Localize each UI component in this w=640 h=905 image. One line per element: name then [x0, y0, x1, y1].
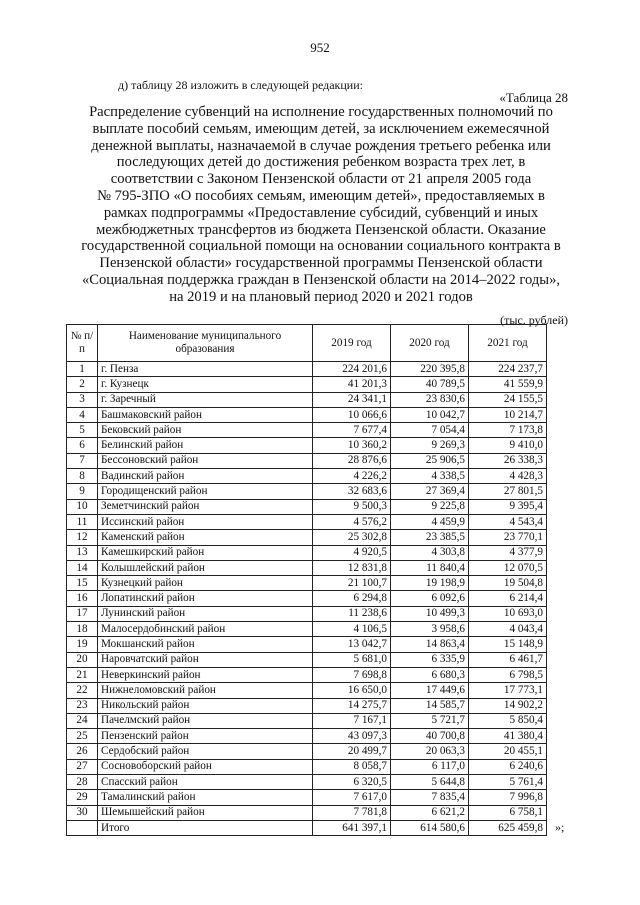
municipality-name: Неверкинский район: [98, 667, 313, 682]
value-2019: 4 576,2: [313, 514, 391, 529]
row-number: 15: [67, 576, 98, 591]
table-row: [67, 729, 547, 744]
value-2021: 7 996,8: [469, 790, 547, 805]
municipality-name: Бессоновский район: [98, 453, 313, 468]
value-2019: 10 066,6: [313, 407, 391, 422]
table-row: [67, 514, 547, 529]
value-2019: 7 677,4: [313, 423, 391, 438]
row-number: 1: [67, 362, 98, 377]
row-number: 22: [67, 683, 98, 698]
value-2020: 7 835,4: [391, 790, 469, 805]
municipality-name: Шемышейский район: [98, 805, 313, 820]
municipality-name: Пачелмский район: [98, 713, 313, 728]
value-2020: 27 369,4: [391, 484, 469, 499]
table-row: [67, 698, 547, 713]
value-2020: 6 680,3: [391, 667, 469, 682]
value-2021: 6 240,6: [469, 759, 547, 774]
value-2020: 9 269,3: [391, 438, 469, 453]
row-number: 23: [67, 698, 98, 713]
municipality-name: Нижнеломовский район: [98, 683, 313, 698]
value-2020: 220 395,8: [391, 362, 469, 377]
table-row: [67, 713, 547, 728]
row-number: 19: [67, 637, 98, 652]
municipality-name: г. Пенза: [98, 362, 313, 377]
value-2019: 7 617,0: [313, 790, 391, 805]
municipality-name: Колышлейский район: [98, 560, 313, 575]
title-line: денежной выплаты, назначаемой в случае рождения третьего ребенка или: [91, 137, 551, 154]
value-2021: 6 798,5: [469, 667, 547, 682]
value-2020: 40 700,8: [391, 729, 469, 744]
table-title: [66, 104, 576, 306]
row-number: 21: [67, 667, 98, 682]
value-2021: 23 770,1: [469, 530, 547, 545]
row-number: 20: [67, 652, 98, 667]
value-2021: 41 559,9: [469, 377, 547, 392]
value-2021: 14 902,2: [469, 698, 547, 713]
municipality-name: Пензенский район: [98, 729, 313, 744]
value-2020: 19 198,9: [391, 576, 469, 591]
value-2020: 7 054,4: [391, 423, 469, 438]
table-row: [67, 667, 547, 682]
value-2019: 28 876,6: [313, 453, 391, 468]
municipality-name: Земетчинский район: [98, 499, 313, 514]
value-2019: 6 294,8: [313, 591, 391, 606]
municipality-name: Башмаковский район: [98, 407, 313, 422]
value-2019: 41 201,3: [313, 377, 391, 392]
value-2019: 7 781,8: [313, 805, 391, 820]
row-number: 16: [67, 591, 98, 606]
row-number: 4: [67, 407, 98, 422]
row-number: 30: [67, 805, 98, 820]
value-2020: 4 303,8: [391, 545, 469, 560]
value-2021: 17 773,1: [469, 683, 547, 698]
value-2019: 5 681,0: [313, 652, 391, 667]
value-2021: 4 377,9: [469, 545, 547, 560]
row-number: 17: [67, 606, 98, 621]
value-2019: 4 226,2: [313, 469, 391, 484]
table-row: [67, 530, 547, 545]
row-number: 25: [67, 729, 98, 744]
value-2020: 6 621,2: [391, 805, 469, 820]
municipality-name: Кузнецкий район: [98, 576, 313, 591]
municipality-name: г. Заречный: [98, 392, 313, 407]
municipality-name: Иссинский район: [98, 514, 313, 529]
total-label: Итого: [98, 820, 313, 835]
value-2021: 26 338,3: [469, 453, 547, 468]
value-2019: 6 320,5: [313, 775, 391, 790]
value-2019: 25 302,8: [313, 530, 391, 545]
table-row: [67, 576, 547, 591]
table-row: [67, 407, 547, 422]
table-row: [67, 652, 547, 667]
value-2020: 6 335,9: [391, 652, 469, 667]
value-2021: 20 455,1: [469, 744, 547, 759]
value-2021: 41 380,4: [469, 729, 547, 744]
title-line: рамках подпрограммы «Предоставление субсидий, субвенций и иных: [103, 204, 539, 221]
value-2019: 14 275,7: [313, 698, 391, 713]
table-row: [67, 469, 547, 484]
value-2020: 23 385,5: [391, 530, 469, 545]
table-row: [67, 775, 547, 790]
value-2021: 6 758,1: [469, 805, 547, 820]
table-row: [67, 499, 547, 514]
table-row: [67, 560, 547, 575]
value-2020: 11 840,4: [391, 560, 469, 575]
value-2020: 20 063,3: [391, 744, 469, 759]
municipality-name: Мокшанский район: [98, 637, 313, 652]
value-2020: 17 449,6: [391, 683, 469, 698]
municipality-name: г. Кузнецк: [98, 377, 313, 392]
value-2020: 14 863,4: [391, 637, 469, 652]
row-number: 10: [67, 499, 98, 514]
municipality-name: Камешкирский район: [98, 545, 313, 560]
table-row: [67, 790, 547, 805]
municipality-name: Каменский район: [98, 530, 313, 545]
value-2021: 9 395,4: [469, 499, 547, 514]
value-2020: 6 092,6: [391, 591, 469, 606]
value-2021: 4 043,4: [469, 622, 547, 637]
value-2021: 9 410,0: [469, 438, 547, 453]
value-2020: 23 830,6: [391, 392, 469, 407]
table-header-row: [67, 325, 547, 362]
value-2020: 4 338,5: [391, 469, 469, 484]
header-num: № п/п: [67, 325, 98, 362]
value-2021: 6 214,4: [469, 591, 547, 606]
total-2020: 614 580,6: [391, 820, 469, 835]
row-number: 27: [67, 759, 98, 774]
value-2019: 7 698,8: [313, 667, 391, 682]
value-2021: 10 214,7: [469, 407, 547, 422]
value-2021: 5 850,4: [469, 713, 547, 728]
title-line: «Социальная поддержка граждан в Пензенской области на 2014–2022 годы»,: [81, 271, 561, 288]
municipality-name: Малосердобинский район: [98, 622, 313, 637]
intro-text: д) таблицу 28 изложить в следующей редакции:: [118, 78, 363, 92]
row-number: 29: [67, 790, 98, 805]
value-2021: 19 504,8: [469, 576, 547, 591]
total-row: [67, 820, 547, 835]
municipality-name: Лопатинский район: [98, 591, 313, 606]
municipality-name: Вадинский район: [98, 469, 313, 484]
value-2021: 12 070,5: [469, 560, 547, 575]
total-2021: 625 459,8: [469, 820, 547, 835]
row-number: 9: [67, 484, 98, 499]
title-line: Распределение субвенций на исполнение государственных полномочий по: [89, 104, 553, 120]
municipality-name: Городищенский район: [98, 484, 313, 499]
title-line: на 2019 и на плановый период 2020 и 2021 годов: [169, 288, 473, 305]
title-line: государственной социальной помощи на основании социального контракта в: [81, 238, 561, 255]
value-2021: 15 148,9: [469, 637, 547, 652]
row-number: 2: [67, 377, 98, 392]
title-line: выплате пособий семьям, имеющим детей, за исключением ежемесячной: [92, 120, 550, 137]
value-2021: 5 761,4: [469, 775, 547, 790]
value-2021: 10 693,0: [469, 606, 547, 621]
row-number: 7: [67, 453, 98, 468]
value-2019: 32 683,6: [313, 484, 391, 499]
value-2019: 13 042,7: [313, 637, 391, 652]
value-2020: 5 721,7: [391, 713, 469, 728]
value-2020: 10 042,7: [391, 407, 469, 422]
row-number: 14: [67, 560, 98, 575]
table-row: [67, 545, 547, 560]
table-row: [67, 392, 547, 407]
table-row: [67, 805, 547, 820]
header-2020: 2020 год: [391, 325, 469, 362]
value-2019: 7 167,1: [313, 713, 391, 728]
municipality-name: Сердобский район: [98, 744, 313, 759]
value-2019: 21 100,7: [313, 576, 391, 591]
table-label: «Таблица 28: [499, 90, 568, 105]
value-2021: 224 237,7: [469, 362, 547, 377]
municipality-name: Наровчатский район: [98, 652, 313, 667]
table-row: [67, 423, 547, 438]
table-row: [67, 744, 547, 759]
table-row: [67, 759, 547, 774]
value-2020: 10 499,3: [391, 606, 469, 621]
table-body: [67, 362, 547, 821]
table-row: [67, 453, 547, 468]
value-2020: 14 585,7: [391, 698, 469, 713]
municipality-name: Тамалинский район: [98, 790, 313, 805]
municipality-name: Сосновоборский район: [98, 759, 313, 774]
value-2020: 5 644,8: [391, 775, 469, 790]
row-number: 11: [67, 514, 98, 529]
municipality-name: Никольский район: [98, 698, 313, 713]
row-number: 8: [67, 469, 98, 484]
page-number: 952: [310, 40, 330, 55]
value-2019: 43 097,3: [313, 729, 391, 744]
table-row: [67, 622, 547, 637]
value-2019: 4 920,5: [313, 545, 391, 560]
value-2020: 9 225,8: [391, 499, 469, 514]
table-row: [67, 591, 547, 606]
header-name: Наименование муниципального образования: [98, 325, 313, 362]
total-num-cell: [67, 820, 98, 835]
title-line: № 795-ЗПО «О пособиях семьям, имеющим детей», предоставляемых в: [97, 187, 545, 204]
table-row: [67, 637, 547, 652]
value-2019: 20 499,7: [313, 744, 391, 759]
value-2020: 40 789,5: [391, 377, 469, 392]
row-number: 6: [67, 438, 98, 453]
title-line: последующих детей до достижения ребенком возраста трех лет, в: [116, 154, 526, 171]
subvention-table: [66, 324, 547, 836]
header-2019: 2019 год: [313, 325, 391, 362]
table-row: [67, 377, 547, 392]
closing-mark: »;: [555, 820, 565, 834]
value-2019: 16 650,0: [313, 683, 391, 698]
value-2019: 4 106,5: [313, 622, 391, 637]
value-2019: 224 201,6: [313, 362, 391, 377]
value-2021: 24 155,5: [469, 392, 547, 407]
table-row: [67, 606, 547, 621]
table-row: [67, 362, 547, 377]
units-label: (тыс. рублей): [500, 313, 568, 327]
table-row: [67, 683, 547, 698]
value-2019: 11 238,6: [313, 606, 391, 621]
municipality-name: Белинский район: [98, 438, 313, 453]
municipality-name: Бековский район: [98, 423, 313, 438]
table-row: [67, 484, 547, 499]
header-2021: 2021 год: [469, 325, 547, 362]
value-2020: 3 958,6: [391, 622, 469, 637]
row-number: 3: [67, 392, 98, 407]
value-2021: 27 801,5: [469, 484, 547, 499]
value-2020: 25 906,5: [391, 453, 469, 468]
row-number: 5: [67, 423, 98, 438]
value-2019: 9 500,3: [313, 499, 391, 514]
row-number: 24: [67, 713, 98, 728]
table-row: [67, 438, 547, 453]
row-number: 18: [67, 622, 98, 637]
title-line: Пензенской области» государственной программы Пензенской области: [99, 255, 543, 272]
value-2021: 6 461,7: [469, 652, 547, 667]
value-2019: 24 341,1: [313, 392, 391, 407]
title-line: соответствии с Законом Пензенской области от 21 апреля 2005 года: [110, 171, 532, 188]
title-line: межбюджетных трансфертов из бюджета Пензенской области. Оказание: [96, 221, 546, 238]
municipality-name: Лунинский район: [98, 606, 313, 621]
value-2019: 8 058,7: [313, 759, 391, 774]
total-2019: 641 397,1: [313, 820, 391, 835]
row-number: 28: [67, 775, 98, 790]
value-2019: 10 360,2: [313, 438, 391, 453]
municipality-name: Спасский район: [98, 775, 313, 790]
value-2019: 12 831,8: [313, 560, 391, 575]
value-2021: 7 173,8: [469, 423, 547, 438]
value-2021: 4 543,4: [469, 514, 547, 529]
row-number: 13: [67, 545, 98, 560]
row-number: 12: [67, 530, 98, 545]
value-2021: 4 428,3: [469, 469, 547, 484]
value-2020: 4 459,9: [391, 514, 469, 529]
row-number: 26: [67, 744, 98, 759]
value-2020: 6 117,0: [391, 759, 469, 774]
